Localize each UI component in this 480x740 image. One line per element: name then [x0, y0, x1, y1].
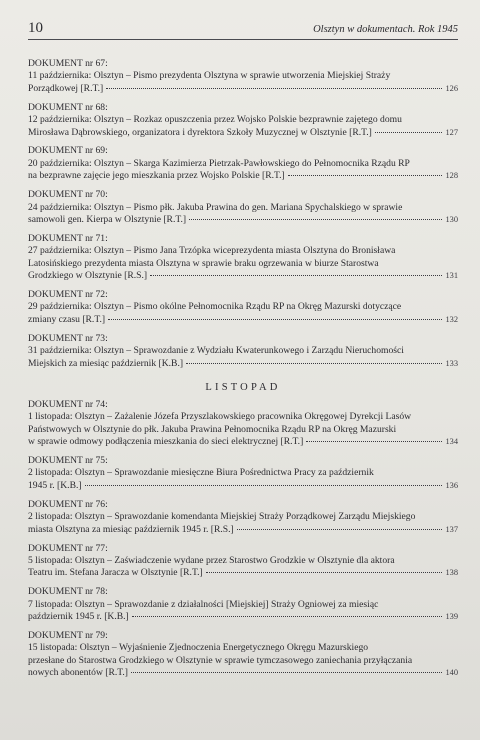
entry-page-number: 139: [445, 612, 458, 622]
running-head-title: Olsztyn w dokumentach. Rok 1945: [313, 24, 458, 35]
document-label: DOKUMENT nr 68:: [28, 101, 108, 113]
entry-line: Państwowych w Olsztynie do płk. Jakuba Prawina Pełnomocnika Rządu RP na Okręg Mazurski: [28, 423, 397, 435]
document-label: DOKUMENT nr 75:: [28, 455, 108, 467]
toc-entry: [28, 399, 458, 449]
entry-line-end: nowych abonentów [R.T.]: [28, 667, 128, 679]
entry-line: 5 listopada: Olsztyn – Zaświadczenie wydane przez Starostwo Grodzkie w Olsztynie dla aktora: [28, 554, 395, 566]
entry-line: 7 listopada: Olsztyn – Sprawozdanie z działalności [Miejskiej] Straży Ogniowej za miesiąc: [28, 598, 379, 610]
toc-entry: [28, 102, 458, 139]
toc-entry: [28, 289, 458, 326]
entry-last-line: [28, 480, 458, 492]
entry-line: 12 października: Olsztyn – Rozkaz opuszczenia przez Wojsko Polskie bezprawnie zajętego domu: [28, 114, 402, 126]
toc-entry: [28, 189, 458, 226]
entry-page-number: 132: [445, 314, 458, 324]
page-number: 10: [28, 20, 43, 36]
entry-line-end: samowoli gen. Kierpa w Olsztynie [R.T.]: [28, 213, 187, 225]
entry-last-line: [28, 524, 458, 536]
dot-leader: [189, 219, 442, 220]
entry-line-end: zmiany czasu [R.T.]: [28, 313, 106, 325]
entry-last-line: [28, 358, 458, 370]
entry-line-end: 1945 r. [K.B.]: [28, 479, 82, 491]
dot-leader: [106, 88, 442, 89]
entry-line-end: Miejskich za miesiąc październik [K.B.]: [28, 357, 184, 369]
entry-line: 2 listopada: Olsztyn – Sprawozdanie miesięczne Biura Pośrednictwa Pracy za październik: [28, 467, 374, 479]
entries-october: [28, 58, 458, 370]
document-label: DOKUMENT nr 73:: [28, 332, 108, 344]
document-label: DOKUMENT nr 78:: [28, 586, 108, 598]
entry-page-number: 126: [445, 83, 458, 93]
entry-last-line: [28, 270, 458, 282]
entry-line: 15 listopada: Olsztyn – Wyjaśnienie Zjednoczenia Energetycznego Okręgu Mazurskiego: [28, 642, 369, 654]
entries-november: [28, 399, 458, 680]
toc-entry: [28, 455, 458, 492]
entry-line: 2 listopada: Olsztyn – Sprawozdanie komendanta Miejskiej Straży Porządkowej Zarządu Miejskiego: [28, 511, 416, 523]
entry-last-line: [28, 667, 458, 679]
document-label: DOKUMENT nr 70:: [28, 189, 108, 201]
document-label: DOKUMENT nr 76:: [28, 498, 108, 510]
entry-line-end: Grodzkiego w Olsztynie [R.S.]: [28, 270, 148, 282]
document-label: DOKUMENT nr 77:: [28, 542, 108, 554]
entry-page-number: 137: [445, 524, 458, 534]
dot-leader: [131, 672, 442, 673]
entry-line: 27 października: Olsztyn – Pismo Jana Trzópka wiceprezydenta miasta Olsztyna do Bronisława: [28, 245, 396, 257]
entry-page-number: 130: [445, 214, 458, 224]
entry-last-line: [28, 127, 458, 139]
dot-leader: [150, 275, 442, 276]
entry-page-number: 131: [445, 271, 458, 281]
entry-last-line: [28, 170, 458, 182]
entry-line: 31 października: Olsztyn – Sprawozdanie z Wydziału Kwaterunkowego i Zarządu Nieruchomości: [28, 345, 404, 357]
dot-leader: [132, 616, 443, 617]
entry-line: Latosińskiego prezydenta miasta Olsztyna w sprawie braku ogrzewania w biurze Starostwa: [28, 257, 379, 269]
toc-entry: [28, 630, 458, 680]
toc-entry: [28, 58, 458, 95]
entry-page-number: 138: [445, 568, 458, 578]
document-label: DOKUMENT nr 67:: [28, 58, 108, 69]
document-label: DOKUMENT nr 79:: [28, 629, 108, 641]
entry-line: 29 października: Olsztyn – Pismo okólne Pełnomocnika Rządu RP na Okręg Mazurski dotyczące: [28, 301, 402, 313]
toc-entry: [28, 543, 458, 580]
dot-leader: [85, 485, 443, 486]
entry-line-end: Teatru im. Stefana Jaracza w Olsztynie [R.T.]: [28, 567, 203, 579]
running-head: [28, 20, 458, 40]
dot-leader: [306, 441, 442, 442]
entry-line-end: październik 1945 r. [K.B.]: [28, 611, 129, 623]
entry-line: 24 października: Olsztyn – Pismo płk. Jakuba Prawina do gen. Mariana Spychalskiego w sprawie: [28, 201, 403, 213]
entry-page-number: 136: [445, 480, 458, 490]
entry-line-end: Mirosława Dąbrowskiego, organizatora i dyrektora Szkoły Muzycznej w Olsztynie [R.T.]: [28, 126, 372, 138]
entry-last-line: [28, 314, 458, 326]
entry-page-number: 134: [445, 437, 458, 447]
entry-last-line: [28, 611, 458, 623]
entry-line-end: Porządkowej [R.T.]: [28, 82, 104, 94]
toc-entry: [28, 233, 458, 283]
entry-line: 20 października: Olsztyn – Skarga Kazimierza Pietrzak-Pawłowskiego do Pełnomocnika Rządu RP: [28, 157, 410, 169]
entry-line-end: miasta Olsztyna za miesiąc październik 1945 r. [R.S.]: [28, 523, 234, 535]
entry-last-line: [28, 567, 458, 579]
toc-entry: [28, 145, 458, 182]
dot-leader: [186, 363, 442, 364]
document-label: DOKUMENT nr 74:: [28, 398, 108, 410]
entry-line: 1 listopada: Olsztyn – Zażalenie Józefa Przyszlakowskiego pracownika Okręgowej Dyrekcji Lasów: [28, 411, 412, 423]
entry-line: przesłane do Starostwa Grodzkiego w Olsztynie w sprawie tymczasowego zaniechania przyłączania: [28, 654, 413, 666]
entry-line-end: na bezprawne zajęcie jego mieszkania przez Wojsko Polskie [R.T.]: [28, 170, 285, 182]
entry-page-number: 140: [445, 668, 458, 678]
dot-leader: [375, 132, 443, 133]
document-label: DOKUMENT nr 71:: [28, 232, 108, 244]
entry-last-line: [28, 436, 458, 448]
entry-page-number: 127: [445, 127, 458, 137]
entry-page-number: 133: [445, 358, 458, 368]
entry-line: 11 października: Olsztyn – Pismo prezydenta Olsztyna w sprawie utworzenia Miejskiej Straży: [28, 70, 391, 82]
document-label: DOKUMENT nr 72:: [28, 289, 108, 300]
entry-line-end: w sprawie odmowy podłączenia mieszkania do sieci elektrycznej [R.T.]: [28, 436, 304, 448]
section-heading-listopad: LISTOPAD: [205, 381, 281, 393]
toc-entry: [28, 333, 458, 370]
toc-entry: [28, 586, 458, 623]
dot-leader: [288, 175, 443, 176]
entry-last-line: [28, 214, 458, 226]
dot-leader: [206, 572, 443, 573]
toc-entry: [28, 499, 458, 536]
entry-last-line: [28, 83, 458, 95]
entry-page-number: 128: [445, 171, 458, 181]
dot-leader: [237, 529, 443, 530]
document-label: DOKUMENT nr 69:: [28, 145, 108, 157]
dot-leader: [108, 319, 442, 320]
